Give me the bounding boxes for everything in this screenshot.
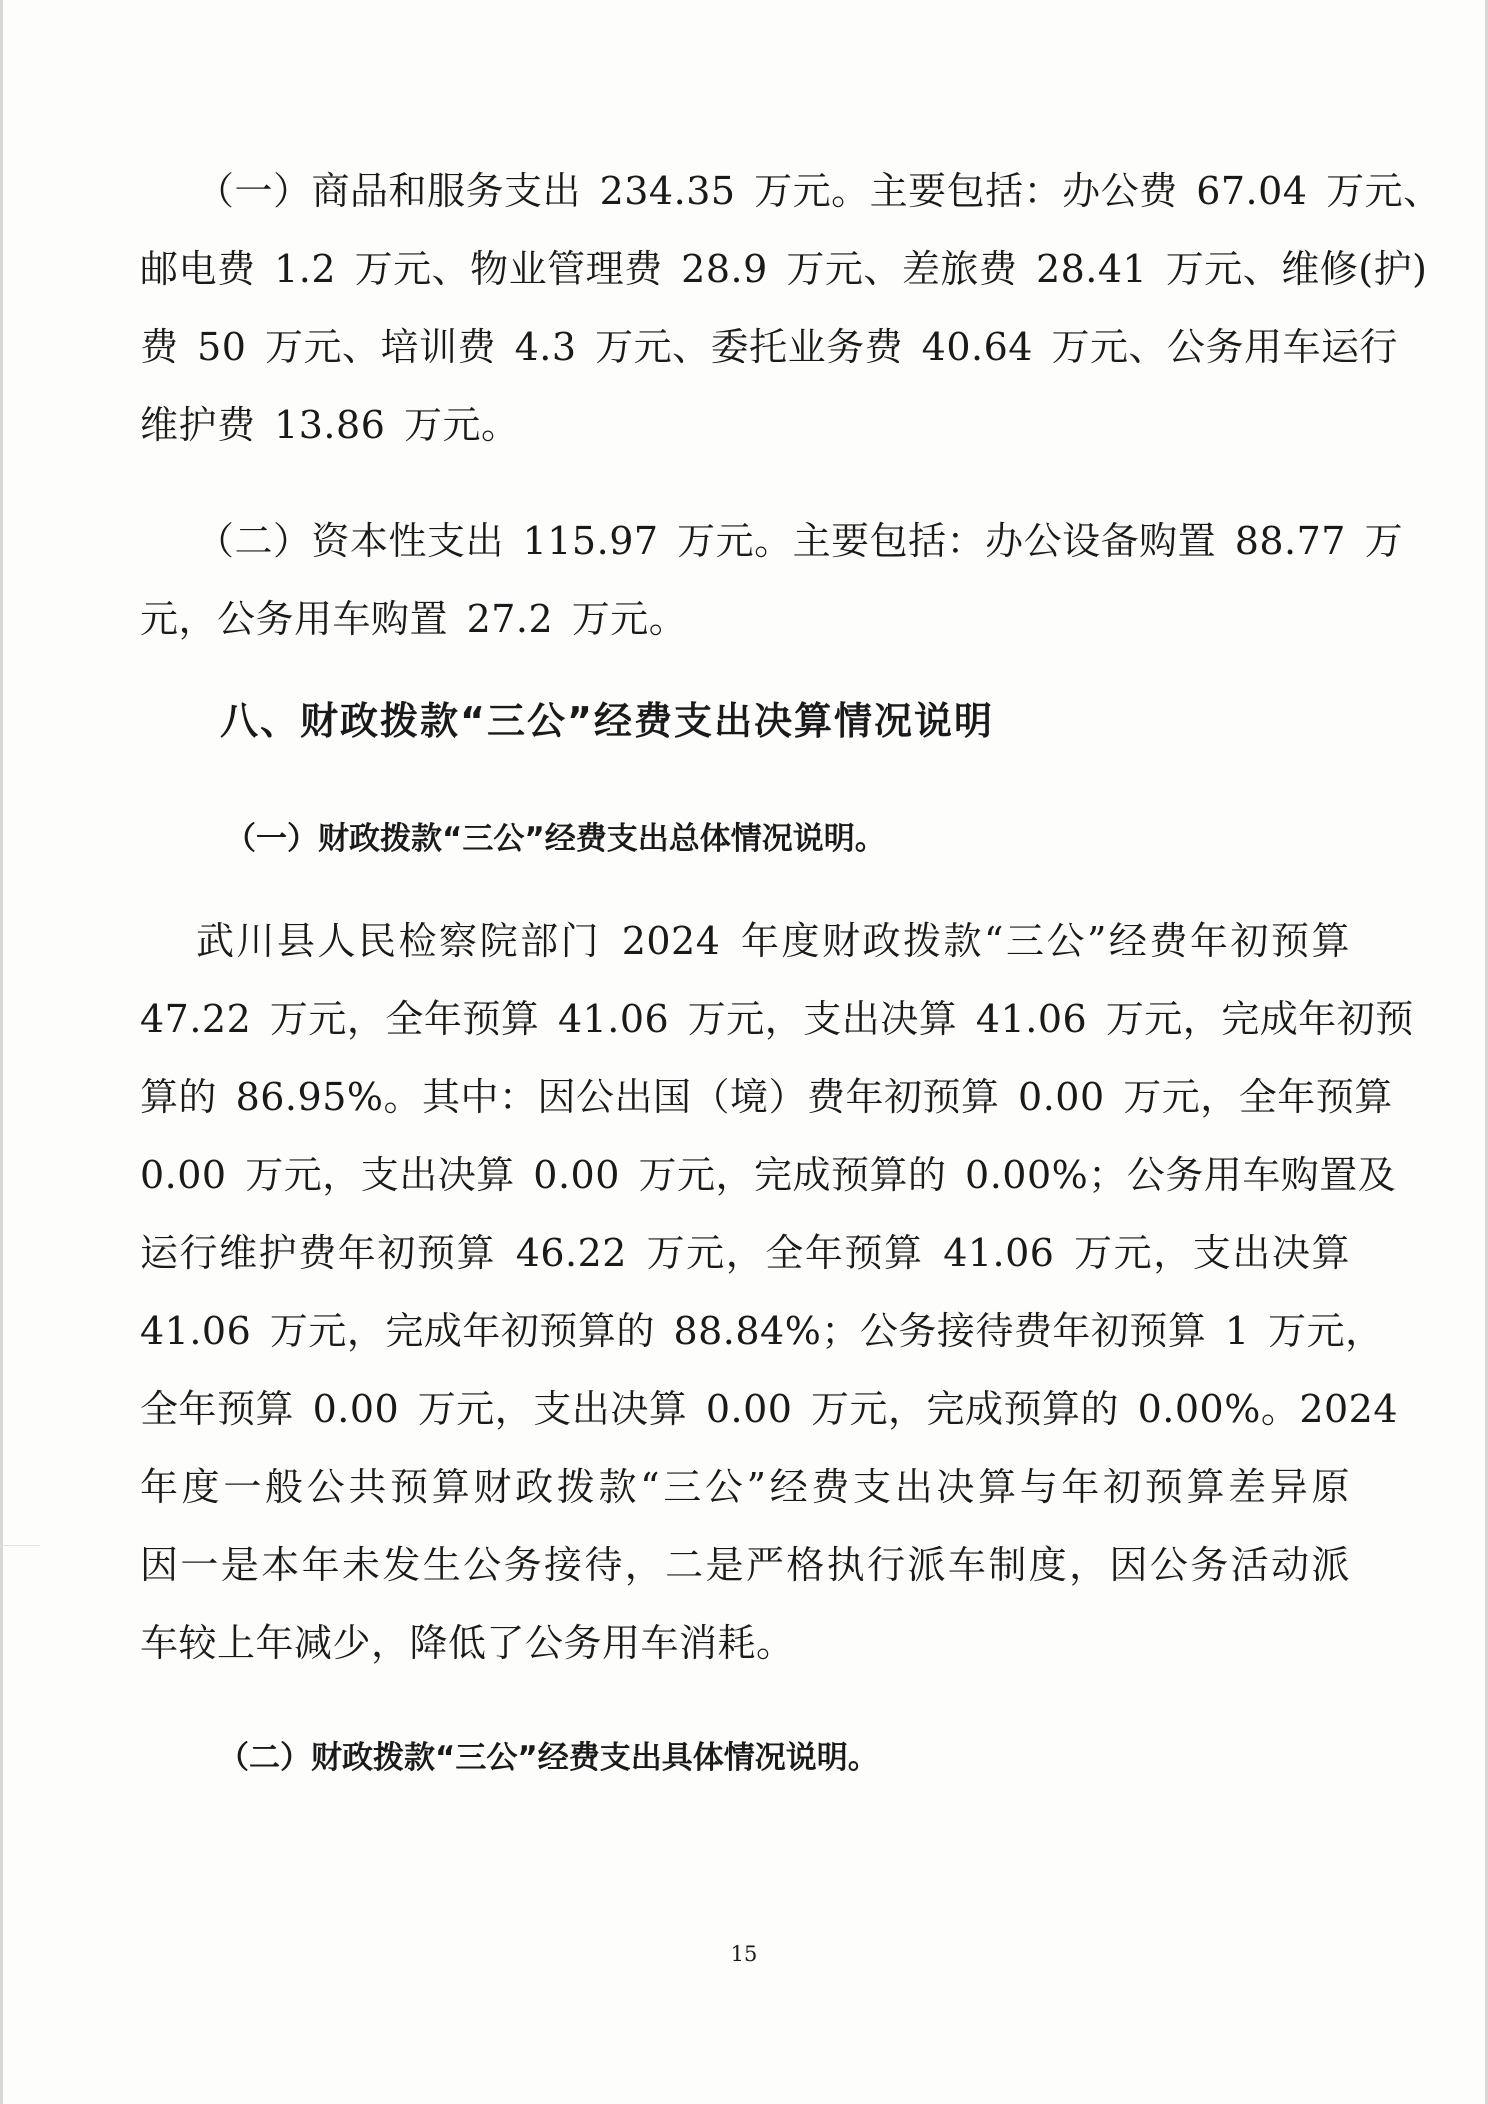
- paragraph-line: 47.22 万元，全年预算 41.06 万元，支出决算 41.06 万元，完成年初预: [140, 997, 1414, 1041]
- paragraph-line: 元，公务用车购置 27.2 万元。: [140, 597, 688, 641]
- paragraph-capital-expenditure: [140, 502, 1404, 658]
- paragraph-line: 费 50 万元、培训费 4.3 万元、委托业务费 40.64 万元、公务用车运行: [140, 325, 1399, 369]
- paragraph-line: 车较上年减少，降低了公务用车消耗。: [140, 1621, 795, 1665]
- paragraph-line: 维护费 13.86 万元。: [140, 403, 520, 447]
- scan-mark: [0, 1545, 40, 1546]
- subheading-overall: [225, 813, 1435, 858]
- page-number: 15: [730, 1942, 758, 1966]
- paragraph-line: 因一是本年未发生公务接待，二是严格执行派车制度，因公务活动派: [140, 1543, 1350, 1587]
- paragraph-line: 算的 86.95%。其中：因公出国（境）费年初预算 0.00 万元，全年预算: [140, 1075, 1393, 1119]
- paragraph-three-public-expenses: [140, 902, 1414, 1682]
- paragraph-line: 41.06 万元，完成年初预算的 88.84%；公务接待费年初预算 1 万元，: [140, 1309, 1384, 1353]
- section-title: 八、财政拨款“三公”经费支出决算情况说明: [220, 699, 994, 743]
- paragraph-line: 运行维护费年初预算 46.22 万元，全年预算 41.06 万元，支出决算: [140, 1231, 1350, 1275]
- subheading-specific: [218, 1732, 1428, 1777]
- subsection-title: （二）财政拨款“三公”经费支出具体情况说明。: [218, 1740, 879, 1776]
- paragraph-line: （一）商品和服务支出 234.35 万元。主要包括：办公费 67.04 万元、: [196, 169, 1442, 213]
- paragraph-line: 邮电费 1.2 万元、物业管理费 28.9 万元、差旅费 28.41 万元、维修(护): [140, 247, 1428, 291]
- page-left-edge: [0, 0, 3, 2104]
- section-heading: [220, 690, 1430, 745]
- paragraph-line: 年度一般公共预算财政拨款“三公”经费支出决算与年初预算差异原: [140, 1465, 1350, 1509]
- subsection-title: （一）财政拨款“三公”经费支出总体情况说明。: [225, 821, 886, 857]
- paragraph-goods-services: [140, 152, 1442, 464]
- paragraph-line: （二）资本性支出 115.97 万元。主要包括：办公设备购置 88.77 万: [196, 519, 1404, 563]
- paragraph-line: 全年预算 0.00 万元，支出决算 0.00 万元，完成预算的 0.00%。2024: [140, 1387, 1399, 1431]
- paragraph-line: 0.00 万元，支出决算 0.00 万元，完成预算的 0.00%；公务用车购置及: [140, 1153, 1397, 1197]
- paragraph-line: 武川县人民检察院部门 2024 年度财政拨款“三公”经费年初预算: [196, 919, 1350, 963]
